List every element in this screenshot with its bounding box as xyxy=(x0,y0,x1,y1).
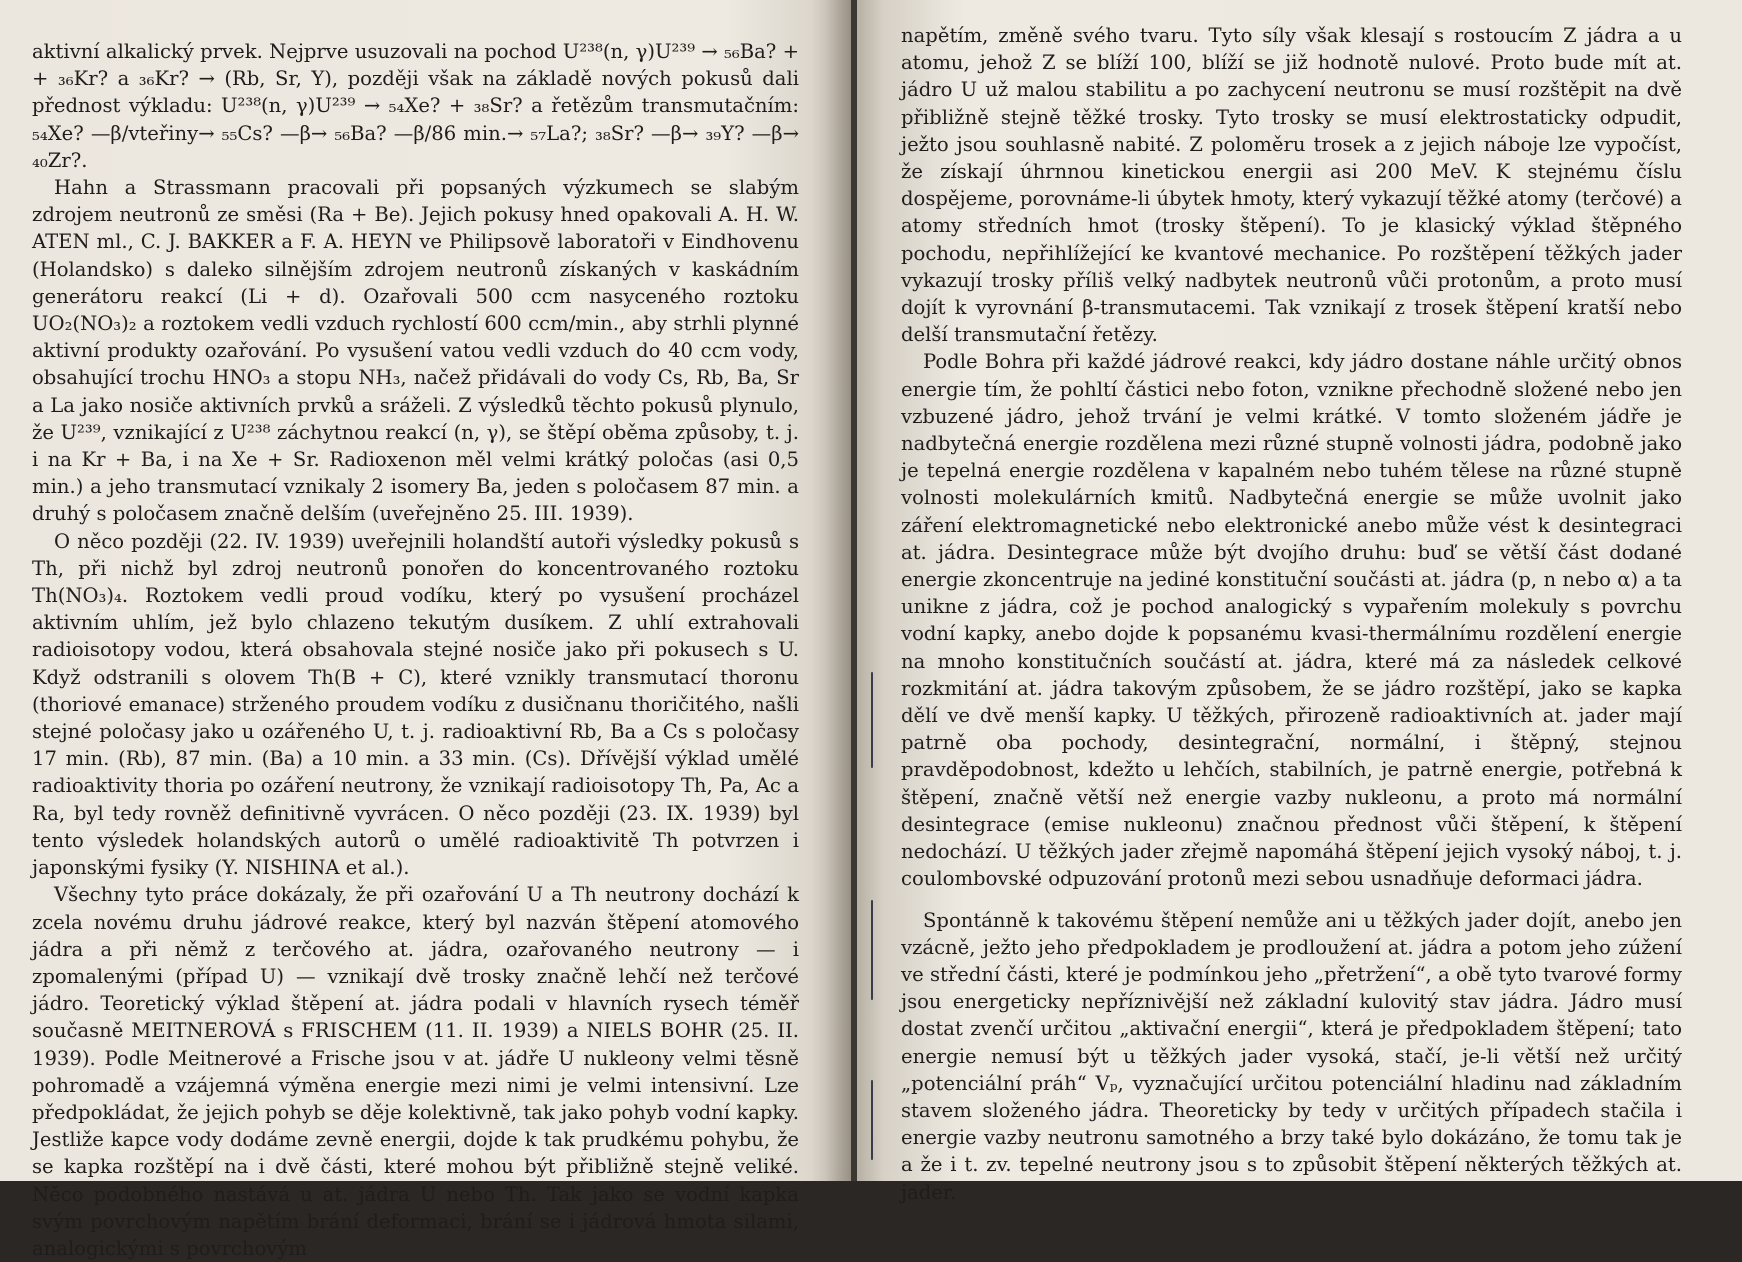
margin-mark-3 xyxy=(871,1080,873,1160)
right-paragraph-3: Spontánně k takovému štěpení nemůže ani u těžkých jader dojít, anebo jen vzácně, ježto jeho předpokladem je prodloužení at. jádra a potom jeho zúžení ve střední části, které je podmínkou jeho „přetržení“, a obě tyto tvarové formy jsou energeticky nepříznivější než základní kulovitý stav jádra. Jádro musí dostat zvenčí určitou „aktivační energii“, která je předpokladem štěpení; tato energie nemusí být u těžkých jader vysoká, stačí, je-li větší než určitý „potenciální práh“ Vₚ, vyznačující určitou potenciální hladinu nad základním stavem složeného jádra. Theoreticky by tedy v určitých případech stačila i energie vazby neutronu samotného a brzy také bylo dokázáno, že tomu tak je a že i t. zv. tepelné neutrony jsou s to způsobit štěpení některých těžkých at. jader. xyxy=(901,908,1682,1204)
left-paragraph-3: O něco později (22. IV. 1939) uveřejnili holandští autoři výsledky pokusů s Th, při nichž byl zdroj neutronů ponořen do koncentrovaného roztoku Th(NO₃)₄. Roztokem vedli proud vodíku, který po vysušení procházel aktivním uhlím, jež bylo chlazeno tekutým dusíkem. Z uhlí extrahovali radioisotopy vodou, která obsahovala stejné nosiče jako při pokusech s U. Když odstranili s olovem Th(B + C), které vznikly transmutací thoronu (thoriové emanace) strženého proudem vodíku z dusičnanu thoričitého, našli stejné poločasy jako u ozářeného U, t. j. radioaktivní Rb, Ba a Cs s poločasy 17 min. (Rb), 87 min. (Ba) a 10 min. a 33 min. (Cs). Dřívější výklad umělé radioaktivity thoria po ozáření neutrony, že vznikají radioisotopy Th, Pa, Ac a Ra, byl tedy rovněž definitivně vyvrácen. O něco později (23. IX. 1939) byl tento výsledek holandských autorů o umělé radioaktivitě Th potvrzen i japonskými fysiky (Y. NISHINA et al.). xyxy=(32,529,799,880)
right-paragraph-1: napětím, změně svého tvaru. Tyto síly však klesají s rostoucím Z jádra a u atomu, jehož Z se blíží 100, blíží se již hodnotě nulové. Proto bude mít at. jádro U už malou stabilitu a po zachycení neutronu se musí rozštěpit na dvě přibližně stejně těžké trosky. Tyto trosky se musí elektrostaticky odpudit, ježto jsou souhlasně nabité. Z poloměru trosek a z jejich náboje lze vypočíst, že získají úhrnnou kinetickou energii asi 200 MeV. K stejnému číslu dospějeme, porovnáme-li úbytek hmoty, který vykazují těžké atomy (terčové) a atomy středních hmot (trosky štěpení). To je klasický výklad štěpného pochodu, nepřihlížející ke kvantové mechanice. Po rozštěpení těžkých jader vykazují trosky příliš velký nadbytek neutronů vůči protonům, a proto musí dojít k vyrovnání β-transmutacemi. Tak vznikají z trosek štěpení kratší nebo delší transmutační řetězy. xyxy=(901,24,1682,347)
right-paragraph-2: Podle Bohra při každé jádrové reakci, kdy jádro dostane náhle určitý obnos energie tím, že pohltí částici nebo foton, vznikne přechodně složené nebo jen vzbuzené jádro, jehož trvání je velmi krátké. V tomto složeném jádře je nadbytečná energie rozdělena mezi různé stupně volnosti jádra, podobně jako je tepelná energie rozdělena v kapalném nebo tuhém tělese na různé stupně volnosti molekulárních kmitů. Nadbytečná energie se může uvolnit jako záření elektromagnetické nebo elektronické anebo může vést k desintegraci at. jádra. Desintegrace může být dvojího druhu: buď se větší část dodané energie zkoncentruje na jediné konstituční součásti at. jádra (p, n nebo α) a ta unikne z jádra, což je pochod analogický s vypařením molekuly s povrchu vodní kapky, anebo dojde k popsanému kvasi-thermálnímu rozdělení energie na mnoho konstitučních součástí at. jádra, které má za následek celkové rozkmitání at. jádra takovým způsobem, že se jádro rozštěpí, jako se kapka dělí ve dvě menší kapky. U těžkých, přirozeně radioaktivních at. jader mají patrně oba pochody, desintegrační, normální, i štěpný, stejnou pravděpodobnost, kdežto u lehčích, stabilních, je patrně energie, potřebná k štěpení, značně větší než energie vazby nukleonu, a proto má normální desintegrace (emise nukleonu) značnou přednost vůči štěpení, k štěpení nedochází. U těžkých jader zřejmě napomáhá štěpení jejich vysoký náboj, t. j. coulombovské odpuzování protonů mezi sebou usnadňuje deformaci jádra. xyxy=(901,350,1682,891)
left-page xyxy=(0,0,851,1260)
margin-mark-1 xyxy=(871,672,873,768)
left-paragraph-1: aktivní alkalický prvek. Nejprve usuzovali na pochod U²³⁸(n, γ)U²³⁹ → ₅₆Ba? + + ₃₆Kr? a ₃₆Kr? → (Rb, Sr, Y), později však na základě nových pokusů dali přednost výkladu: U²³⁸(n, γ)U²³⁹ → ₅₄Xe? + ₃₈Sr? a řetězům transmutačním: ₅₄Xe? —β/vteřiny→ ₅₅Cs? —β→ ₅₆Ba? —β/86 min.→ ₅₇La?; ₃₈Sr? —β→ ₃₉Y? —β→ ₄₀Zr?. xyxy=(32,40,799,172)
margin-mark-2 xyxy=(871,900,873,1000)
left-paragraph-4: Všechny tyto práce dokázaly, že při ozařování U a Th neutrony dochází k zcela novému druhu jádrové reakce, který byl nazván štěpení atomového jádra a při němž z terčového at. jádra, ozařovaného neutrony — i zpomalenými (případ U) — vznikají dvě trosky značně lehčí než terčové jádro. Teoretický výklad štěpení at. jádra podali v hlavních rysech téměř současně MEITNEROVÁ s FRISCHEM (11. II. 1939) a NIELS BOHR (25. II. 1939). Podle Meitnerové a Frische jsou v at. jádře U nukleony velmi těsně pohromadě a vzájemná výměna energie mezi nimi je velmi intensivní. Lze předpokládat, že jejich pohyb se děje kolektivně, tak jako pohyb vodní kapky. Jestliže kapce vody dodáme zevně energii, dojde k tak prudkému pohybu, že se kapka rozštěpí na i dvě části, které mohou být přibližně stejně veliké. Něco podobného nastává u at. jádra U nebo Th. Tak jako se vodní kapka svým povrchovým napětím brání deformaci, brání se i jádrová hmota silami, analogickými s povrchovým xyxy=(32,883,799,1260)
right-page xyxy=(857,0,1742,1204)
page-curve-shadow xyxy=(811,0,851,1181)
left-paragraph-2: Hahn a Strassmann pracovali při popsaných výzkumech se slabým zdrojem neutronů ze směsi (Ra + Be). Jejich pokusy hned opakovali A. H. W. ATEN ml., C. J. BAKKER a F. A. HEYN ve Philipsově laboratoři v Eindhovenu (Holandsko) s daleko silnějším zdrojem neutronů získaných v kaskádním generátoru reakcí (Li + d). Ozařovali 500 ccm nasyceného roztoku UO₂(NO₃)₂ a roztokem vedli vzduch rychlostí 600 ccm/min., aby strhli plynné aktivní produkty ozařování. Po vysušení vatou vedli vzduch do 40 ccm vody, obsahující trochu HNO₃ a stopu NH₃, načež přidávali do vody Cs, Rb, Ba, Sr a La jako nosiče aktivních prvků a sráželi. Z výsledků těchto pokusů plynulo, že U²³⁹, vznikající z U²³⁸ záchytnou reakcí (n, γ), se štěpí oběma způsoby, t. j. i na Kr + Ba, i na Xe + Sr. Radioxenon měl velmi krátký poločas (asi 0,5 min.) a jeho transmutací vznikaly 2 isomery Ba, jeden s poločasem 87 min. a druhý s poločasem značně delším (uveřejněno 25. III. 1939). xyxy=(32,176,799,526)
